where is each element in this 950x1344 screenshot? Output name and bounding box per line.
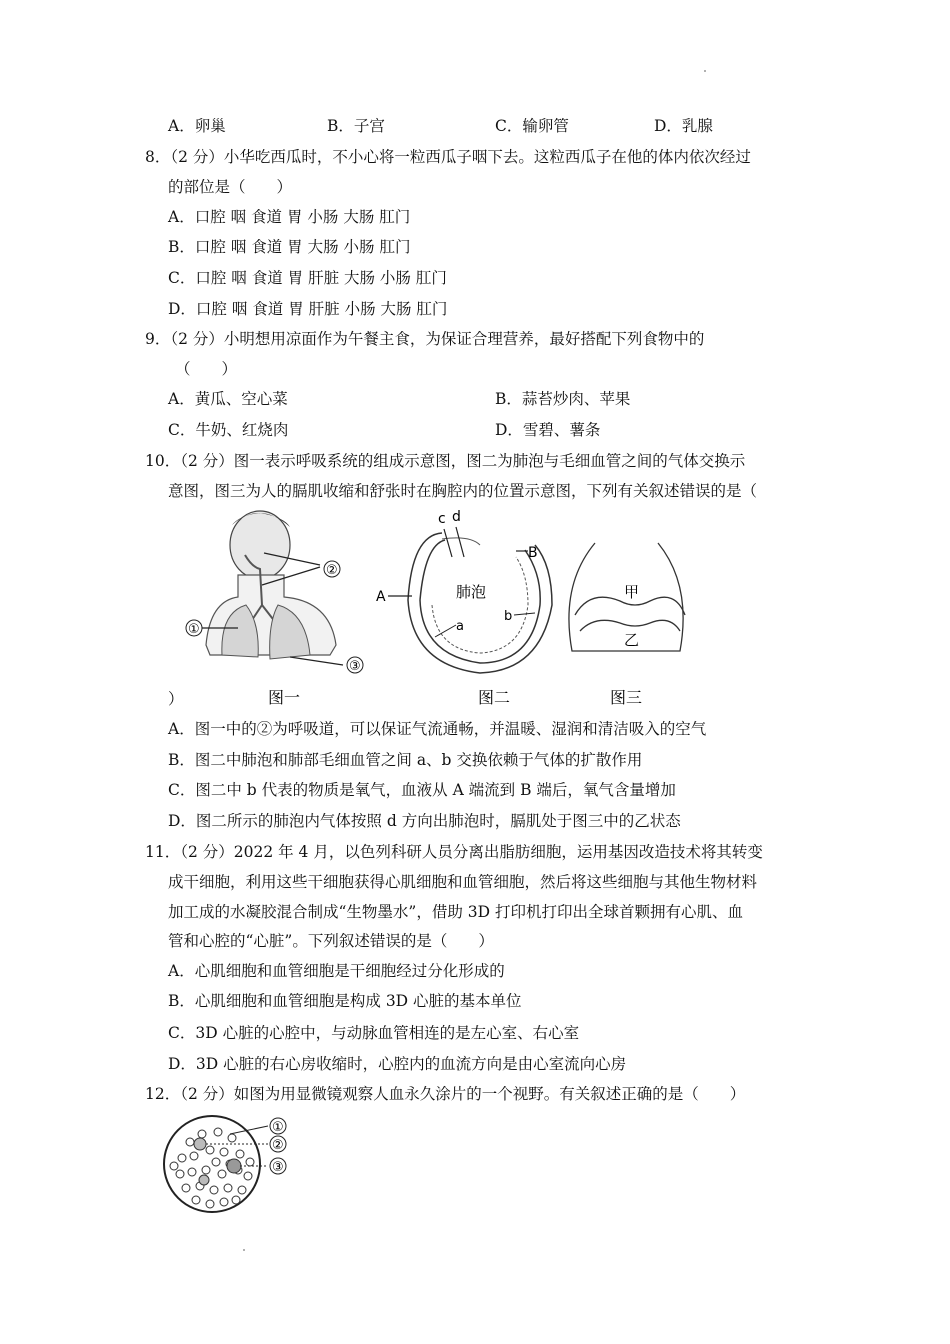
page-mark-dot [704,70,706,72]
q10-stem-line1: 10．（2 分）图一表示呼吸系统的组成示意图，图二为肺泡与毛细血管之间的气体交换示 [145,452,746,470]
q9-option-c: C．牛奶、红烧肉 [168,421,289,439]
q9-option-d: D．雪碧、薯条 [495,421,601,439]
fig3-caption: 图三 [610,688,643,707]
q9-option-a: A．黄瓜、空心菜 [168,390,288,408]
q8-option-c: C．口腔 咽 食道 胃 肝脏 大肠 小肠 肛门 [168,269,447,287]
white-blood-cell [227,1159,241,1173]
q9-stem-line1: 9．（2 分）小明想用凉面作为午餐主食，为保证合理营养，最好搭配下列食物中的 [145,330,705,348]
fig2-label-b: b [504,609,513,624]
q7-option-c: C．输卵管 [495,117,569,135]
q11-option-d: D．3D 心脏的右心房收缩时，心腔内的血流方向是由心室流向心房 [168,1055,627,1073]
fig3-label-yi: 乙 [624,631,640,649]
fig2-label-c: c [438,511,446,527]
fig3-label-jia: 甲 [624,583,640,601]
fig2-caption: 图二 [478,688,511,707]
q10-stem-line2: 意图，图三为人的膈肌收缩和舒张时在胸腔内的位置示意图，下列有关叙述错误的是（ [168,482,758,500]
fig1-caption: 图一 [268,688,301,707]
page-mark-dot [243,1249,245,1251]
fig2-label-a: a [456,619,464,634]
fig1-label-3: ③ [349,659,361,674]
q11-stem-line4: 管和心腔的“心脏”。下列叙述错误的是（ ） [168,932,494,950]
q10-option-a: A．图一中的②为呼吸道，可以保证气流通畅，并温暖、湿润和清洁吸入的空气 [168,720,707,738]
q8-stem-line2: 的部位是（ ） [168,178,293,196]
q9-option-b: B．蒜苔炒肉、苹果 [495,390,631,408]
q12-label-3: ③ [272,1160,284,1175]
q11-stem-line3: 加工成的水凝胶混合制成“生物墨水”，借助 3D 打印机打印出全球首颗拥有心肌、血 [168,903,743,921]
q12-label-1: ① [272,1120,284,1135]
fig2-label-d: d [452,509,461,525]
q11-option-b: B．心肌细胞和血管细胞是构成 3D 心脏的基本单位 [168,992,522,1010]
q8-option-a: A．口腔 咽 食道 胃 小肠 大肠 肛门 [168,208,411,226]
q10-option-c: C．图二中 b 代表的物质是氧气，血液从 A 端流到 B 端后，氧气含量增加 [168,781,676,799]
fig2-label-B: B [528,545,538,561]
q12-stem-line1: 12．（2 分）如图为用显微镜观察人血永久涂片的一个视野。有关叙述正确的是（ ） [145,1085,746,1103]
fig1-label-2: ② [326,563,338,578]
figure1-respiratory-system [202,511,343,665]
q11-option-c: C．3D 心脏的心腔中，与动脉血管相连的是左心室、右心室 [168,1024,580,1042]
q10-stem-line3: ） [168,690,184,708]
q10-option-b: B．图二中肺泡和肺部毛细血管之间 a、b 交换依赖于气体的扩散作用 [168,751,643,769]
white-blood-cell [194,1138,206,1150]
q8-option-b: B．口腔 咽 食道 胃 大肠 小肠 肛门 [168,238,411,256]
fig2-label-A: A [376,589,386,605]
q11-stem-line1: 11．（2 分）2022 年 4 月，以色列科研人员分离出脂肪细胞，运用基因改造技术将其转变 [145,843,763,861]
q7-option-d: D．乳腺 [654,117,713,135]
q11-option-a: A．心肌细胞和血管细胞是干细胞经过分化形成的 [168,962,505,980]
q8-stem-line1: 8．（2 分）小华吃西瓜时，不小心将一粒西瓜子咽下去。这粒西瓜子在他的体内依次经过 [145,148,751,166]
fig2-label-alveolus: 肺泡 [456,583,487,601]
q7-option-b: B．子宫 [327,117,385,135]
q7-option-a: A．卵巢 [168,117,226,135]
q11-stem-line2: 成干细胞，利用这些干细胞获得心肌细胞和血管细胞，然后将这些细胞与其他生物材料 [168,873,758,891]
q10-option-d: D．图二所示的肺泡内气体按照 d 方向出肺泡时，膈肌处于图三中的乙状态 [168,812,681,830]
q8-option-d: D．口腔 咽 食道 胃 肝脏 小肠 大肠 肛门 [168,300,448,318]
q12-figure-blood-smear [160,1112,300,1216]
q9-stem-line2: （ ） [175,360,238,378]
q10-figure [180,505,700,710]
white-blood-cell [199,1175,209,1185]
fig1-label-1: ① [188,622,200,637]
q12-label-2: ② [272,1138,284,1153]
